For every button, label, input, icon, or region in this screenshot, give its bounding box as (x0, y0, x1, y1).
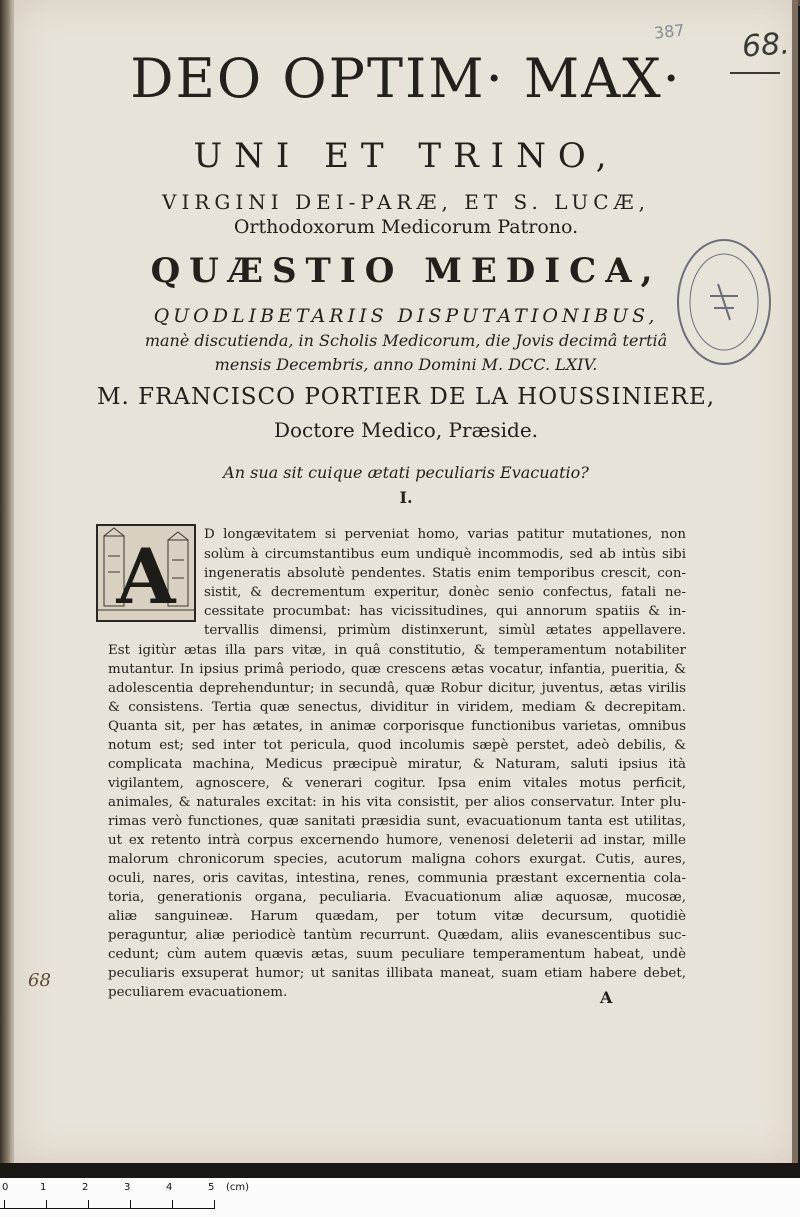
library-stamp (674, 236, 774, 368)
body-line: solùm à circumstantibus eum undiquè incommodis, sed ab intùs sibi (204, 547, 686, 562)
president-title: Doctore Medico, Præside. (273, 418, 539, 442)
measurement-scale (0, 1178, 800, 1217)
scale-tick (4, 1200, 5, 1208)
body-line: malorum chronicorum species, acutorum maligna cohors exurgat. Cutis, aures, (108, 852, 686, 867)
folio-number: 68. (740, 26, 791, 65)
scale-label-0: 0 (2, 1182, 9, 1193)
initial-letter: A (116, 532, 176, 621)
disputation-date-line1: manè discutienda, in Scholis Medicorum, die Jovis decimâ tertiâ (144, 331, 668, 350)
body-line: mutantur. In ipsius primâ periodo, quæ crescens ætas vocatur, infantia, pueritia, & (108, 662, 686, 677)
scale-label-4: 4 (166, 1182, 173, 1193)
body-line: complicata machina, Medicus præcipuè miratur, & Naturam, saluti ipsius ità (108, 757, 686, 772)
body-line: vigilantem, agnoscere, & venerari cogitur. Ipsa enim vitales motus perficit, (108, 776, 686, 791)
margin-annotation: 68 (28, 970, 51, 991)
dedication-title: DEO OPTIM· MAX· (130, 47, 682, 110)
body-line: animales, & naturales excitat: in his vita consistit, per alios conservatur. Inter plu- (108, 795, 686, 810)
scale-label-1: 1 (40, 1182, 47, 1193)
dedication-patron: Orthodoxorum Medicorum Patrono. (233, 216, 579, 238)
scale-label-2: 2 (82, 1182, 89, 1193)
scale-tick (88, 1200, 89, 1208)
shelfmark: 387 (653, 20, 686, 43)
scale-label-3: 3 (124, 1182, 131, 1193)
scale-bar (0, 1208, 215, 1209)
dedication-trinity: UNI ET TRINO, (193, 136, 619, 176)
scale-tick (214, 1200, 215, 1208)
scale-unit: (cm) (226, 1182, 250, 1193)
body-line: rimas verò functiones, quæ sanitati præsidia sunt, evacuationum tanta est utilitas, (108, 814, 686, 829)
body-line: ut ex retento intrà corpus excernendo humore, venenosi deleterii ad instar, mille (108, 833, 686, 848)
body-line: notum est; sed inter tot pericula, quod incolumis sæpè perstet, adeò debilis, & (108, 738, 686, 753)
body-line: cedunt; cùm autem quævis ætas, suum peculiare temperamentum habeat, undè (108, 947, 686, 962)
body-line: oculi, nares, oris cavitas, intestina, renes, communia præstant excernentia cola- (108, 871, 686, 886)
body-line: sistit, & decrementum experitur, donèc senio confectus, fatali ne- (204, 585, 686, 600)
decorated-initial (96, 524, 196, 622)
scale-tick (130, 1200, 131, 1208)
body-line: & consistens. Tertia quæ senectus, dividitur in viridem, mediam & decrepitam. (108, 700, 686, 715)
scale-tick (172, 1200, 173, 1208)
body-line: adolescentia deprehenduntur; in secundâ, quæ Robur dicitur, juventus, ætas virilis (108, 681, 686, 696)
body-line: cessitate procumbat: has vicissitudines, qui annorum spatiis & in- (204, 604, 686, 619)
signature-mark: A (600, 988, 613, 1007)
disputation-date-line2: mensis Decembris, anno Domini M. DCC. LXIV. (214, 355, 598, 374)
section-number: I. (399, 488, 413, 507)
body-line: aliæ sanguineæ. Harum quædam, per totum vitæ decursum, quotidiè (108, 909, 686, 924)
body-line: D longævitatem si perveniat homo, varias patitur mutationes, non (204, 527, 686, 542)
document-page (12, 0, 798, 1163)
body-line: peculiaris exsuperat humor; ut sanitas illibata maneat, suam etiam habere debet, (108, 966, 686, 981)
scale-tick (46, 1200, 47, 1208)
body-line: peraguntur, aliæ periodicè tantùm recurrunt. Quædam, aliis evanescentibus suc- (108, 928, 686, 943)
body-line: ingeneratis absolutè pendentes. Statis enim temporibus crescit, con- (204, 566, 686, 581)
question-title: An sua sit cuique ætati peculiaris Evacuatio? (223, 463, 589, 482)
disputation-heading: QUODLIBETARIIS DISPUTATIONIBUS, (153, 305, 659, 327)
scale-label-5: 5 (208, 1182, 215, 1193)
body-line: peculiarem evacuationem. (108, 985, 288, 1000)
dedication-virgin: VIRGINI DEI-PARÆ, ET S. LUCÆ, (162, 190, 650, 214)
president-name: M. FRANCISCO PORTIER DE LA HOUSSINIERE, (96, 384, 716, 410)
body-line: tervallis dimensi, primùm distinxerunt, simùl ætates appellavere. (204, 623, 686, 638)
body-line: Quanta sit, per has ætates, in animæ corporisque functionibus varietas, omnibus (108, 719, 686, 734)
questio-medica-heading: QUÆSTIO MEDICA, (150, 251, 662, 291)
body-line: Est igitùr ætas illa pars vitæ, in quâ constitutio, & temperamentum notabiliter (108, 643, 686, 658)
body-line: toria, generationis organa, peculiaria. Evacuationum aliæ aquosæ, mucosæ, (108, 890, 686, 905)
